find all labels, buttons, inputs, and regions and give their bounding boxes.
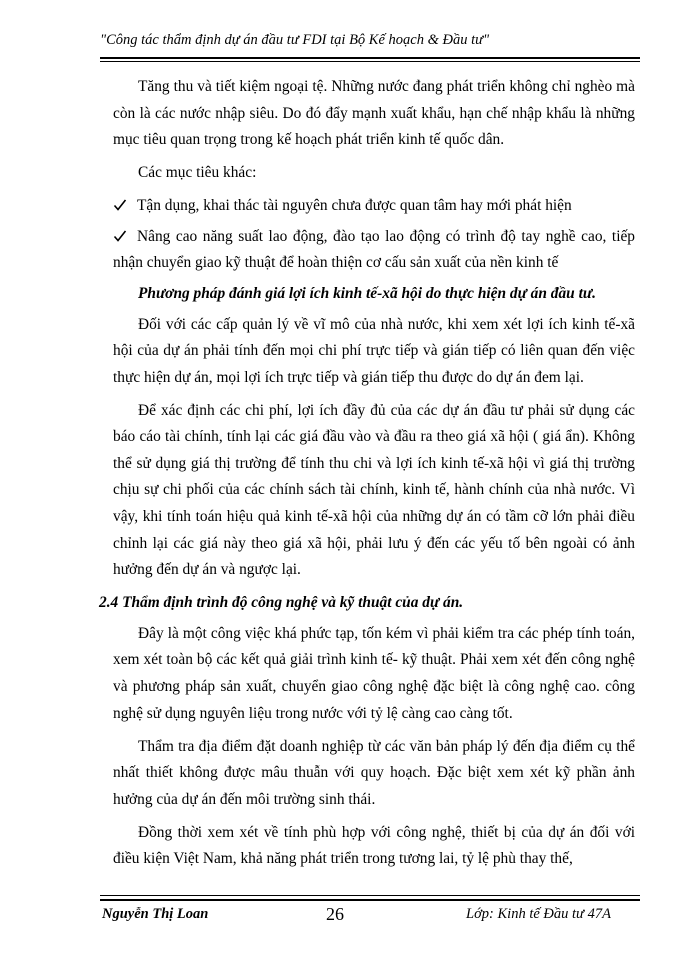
footer-rule-thin — [100, 895, 640, 896]
paragraph-location-review: Thẩm tra địa điểm đặt doanh nghiệp từ các văn bản pháp lý đến địa điểm cụ thể nhất thiết không được mâu thuẫn với quy hoạch. Đặc biệt xem xét kỹ phần ảnh hưởng của dự án đến môi trường sinh thái. — [113, 737, 635, 808]
paragraph-suitability-review: Đồng thời xem xét về tính phù hợp với công nghệ, thiết bị của dự án đối với điều kiện Việt Nam, khả năng phát triển trong tương lai, tỷ lệ phù thay thế, — [113, 823, 635, 868]
page-number: 26 — [326, 904, 344, 924]
paragraph-other-goals: Các mục tiêu khác: — [138, 164, 257, 182]
paragraph-technology-review: Đây là một công việc khá phức tạp, tốn kém vì phải kiểm tra các phép tính toán, xem xét toàn bộ các kết quả giải trình kinh tế- kỹ thuật. Phải xem xét đến công nghệ và phương pháp sản xuất, chuyển giao công nghệ đặc biệt là công nghệ cao. công nghệ sử dụng nguyên liệu trong nước với tỷ lệ càng cao càng tốt. — [113, 624, 635, 722]
checkmark-icon — [113, 224, 137, 251]
bullet-item-resources — [113, 193, 635, 220]
paragraph-shadow-prices: Để xác định các chi phí, lợi ích đầy đủ của các dự án đầu tư phải sử dụng các báo cáo tài chính, tính lại các giá đầu vào và đầu ra theo giá xã hội ( giá ẩn). Không thể sử dụng giá thị trường để tính thu chi và lợi ích kinh tế-xã hội vì giá thị trường chịu sự chi phối của các chính sách tài chính, kinh tế, hành chính của nhà nước. Vì vậy, khi tính toán hiệu quả kinh tế-xã hội của những dự án có tầm cỡ lớn phải điều chỉnh lại các giá này theo giá xã hội, phải lưu ý đến các yếu tố bên ngoài có ảnh hưởng đến dự án và ngược lại. — [113, 401, 635, 579]
footer-author: Nguyễn Thị Loan — [102, 906, 209, 922]
paragraph-macro-management: Đối với các cấp quản lý về vĩ mô của nhà nước, khi xem xét lợi ích kinh tế-xã hội của dự án phải tính đến mọi chi phí trực tiếp và gián tiếp có liên quan đến việc thực hiện dự án, mọi lợi ích trực tiếp và gián tiếp thu được do dự án đem lại. — [113, 315, 635, 386]
bullet-text: Nâng cao năng suất lao động, đào tạo lao động có trình độ tay nghề cao, tiếp nhận chuyển giao kỹ thuật để hoàn thiện cơ cấu sản xuất của nền kinh tế — [113, 227, 635, 272]
subheading-evaluation-method: Phương pháp đánh giá lợi ích kinh tế-xã hội do thực hiện dự án đầu tư. — [138, 284, 596, 302]
header-rule-thin — [100, 61, 640, 62]
header-rule-thick — [100, 57, 640, 59]
page-header-title: "Công tác thẩm định dự án đầu tư FDI tại Bộ Kế hoạch & Đầu tư" — [100, 32, 490, 48]
bullet-text: Tận dụng, khai thác tài nguyên chưa được quan tâm hay mới phát hiện — [137, 197, 572, 215]
footer-class-label: Lớp: Kinh tế Đầu tư 47A — [466, 906, 611, 922]
checkmark-icon — [113, 193, 137, 220]
section-heading-2-4: 2.4 Thẩm định trình độ công nghệ và kỹ thuật của dự án. — [99, 594, 464, 612]
bullet-item-productivity — [113, 224, 635, 277]
document-body — [99, 74, 635, 879]
paragraph-foreign-currency: Tăng thu và tiết kiệm ngoại tệ. Những nước đang phát triển không chỉ nghèo mà còn là các nước nhập siêu. Do đó đẩy mạnh xuất khẩu, hạn chế nhập khẩu là những mục tiêu quan trọng trong kế hoạch phát triển kinh tế quốc dân. — [113, 78, 635, 149]
footer-rule-thick — [100, 899, 640, 901]
